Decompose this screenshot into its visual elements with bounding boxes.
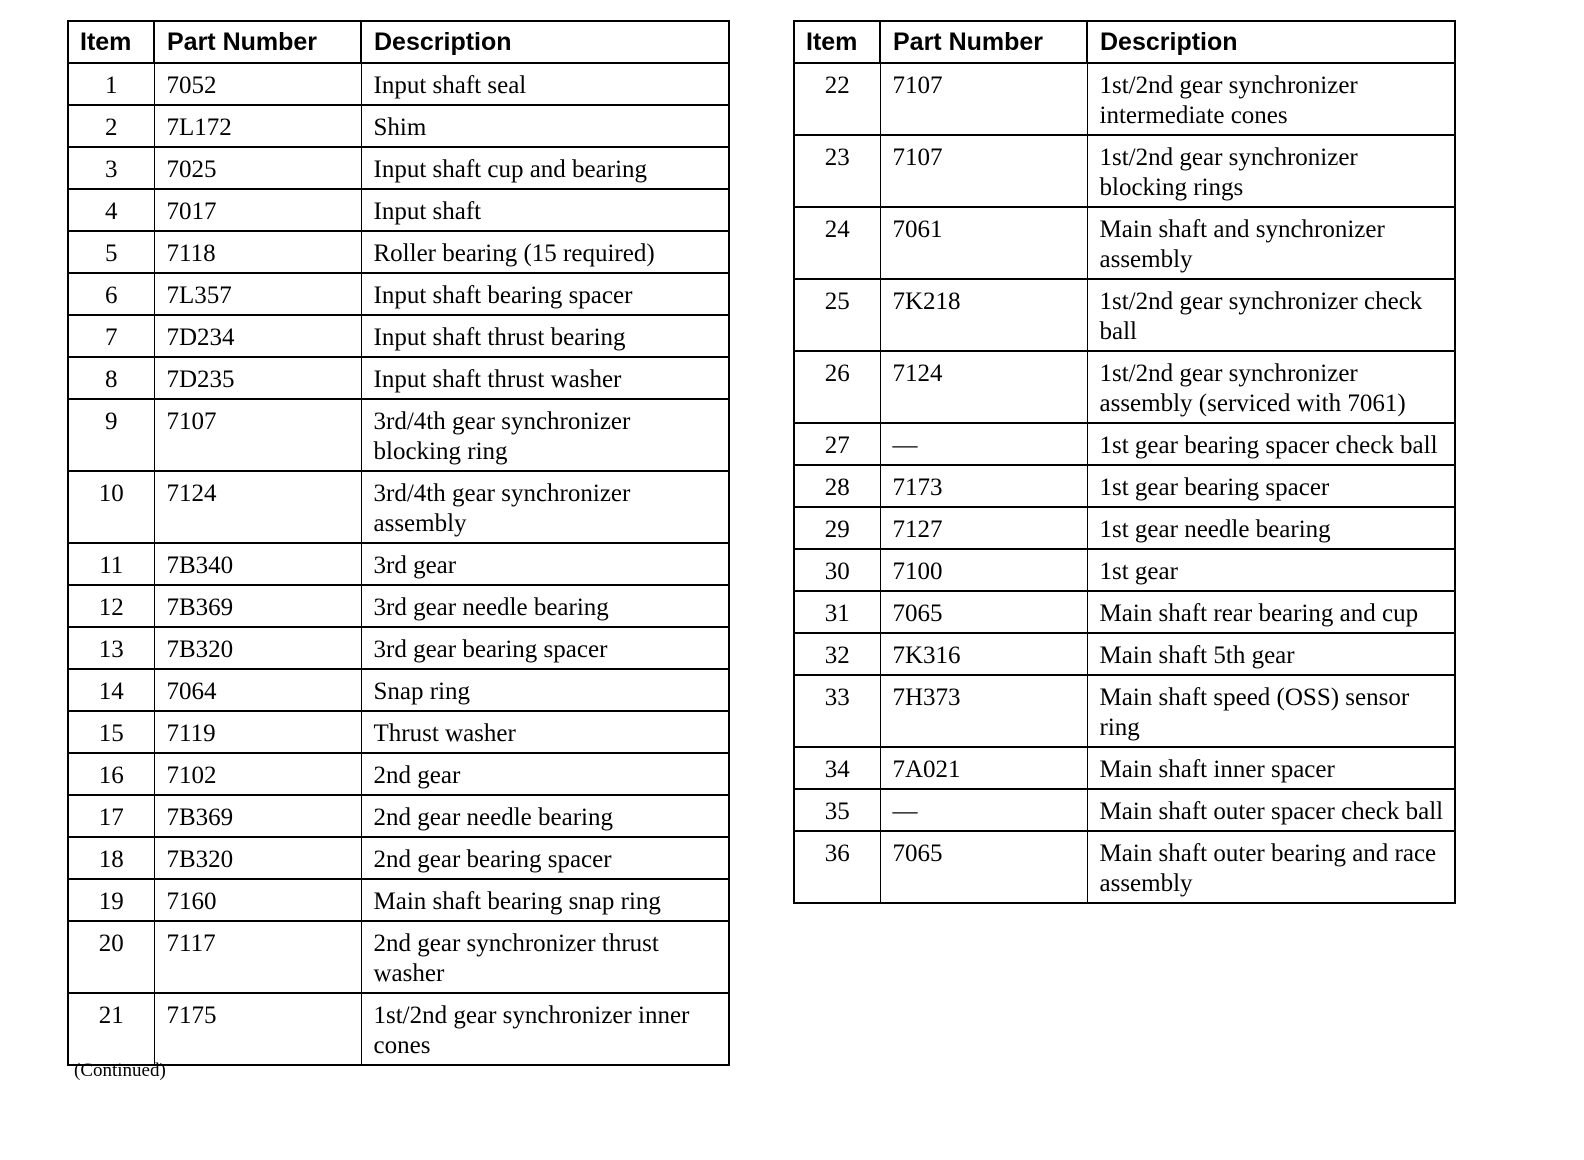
description-cell: Main shaft and synchronizer assembly bbox=[1087, 207, 1455, 279]
header-part-number: Part Number bbox=[880, 21, 1087, 63]
part-number-cell: 7118 bbox=[154, 231, 361, 273]
header-part-number: Part Number bbox=[154, 21, 361, 63]
item-cell: 4 bbox=[68, 189, 154, 231]
part-number-cell: 7D235 bbox=[154, 357, 361, 399]
table-row bbox=[68, 627, 729, 669]
part-number-cell: 7B369 bbox=[154, 585, 361, 627]
table-row bbox=[68, 921, 729, 993]
description-cell: Input shaft thrust bearing bbox=[361, 315, 729, 357]
part-number-cell: 7124 bbox=[154, 471, 361, 543]
parts-table-right-body bbox=[794, 63, 1455, 903]
table-row bbox=[794, 63, 1455, 135]
description-cell: 2nd gear bearing spacer bbox=[361, 837, 729, 879]
table-row bbox=[794, 279, 1455, 351]
part-number-cell: 7064 bbox=[154, 669, 361, 711]
table-row bbox=[794, 831, 1455, 903]
item-cell: 10 bbox=[68, 471, 154, 543]
table-row bbox=[68, 63, 729, 105]
part-number-cell: 7K218 bbox=[880, 279, 1087, 351]
description-cell: Thrust washer bbox=[361, 711, 729, 753]
description-cell: Main shaft inner spacer bbox=[1087, 747, 1455, 789]
table-row bbox=[68, 189, 729, 231]
description-cell: Snap ring bbox=[361, 669, 729, 711]
parts-table-right bbox=[793, 20, 1456, 904]
part-number-cell: 7D234 bbox=[154, 315, 361, 357]
item-cell: 1 bbox=[68, 63, 154, 105]
item-cell: 26 bbox=[794, 351, 880, 423]
parts-table-left-body bbox=[68, 63, 729, 1065]
table-row bbox=[794, 351, 1455, 423]
table-row bbox=[794, 465, 1455, 507]
part-number-cell: 7107 bbox=[880, 135, 1087, 207]
part-number-cell: 7160 bbox=[154, 879, 361, 921]
description-cell: Input shaft cup and bearing bbox=[361, 147, 729, 189]
continued-note: (Continued) bbox=[74, 1060, 166, 1081]
table-row bbox=[68, 231, 729, 273]
description-cell: 1st gear needle bearing bbox=[1087, 507, 1455, 549]
item-cell: 17 bbox=[68, 795, 154, 837]
part-number-cell: 7061 bbox=[880, 207, 1087, 279]
table-row bbox=[68, 753, 729, 795]
table-row bbox=[68, 993, 729, 1065]
part-number-cell: 7025 bbox=[154, 147, 361, 189]
table-row bbox=[68, 357, 729, 399]
description-cell: 3rd/4th gear synchronizer assembly bbox=[361, 471, 729, 543]
description-cell: 1st/2nd gear synchronizer assembly (serviced with 7061) bbox=[1087, 351, 1455, 423]
table-row bbox=[68, 471, 729, 543]
item-cell: 33 bbox=[794, 675, 880, 747]
item-cell: 22 bbox=[794, 63, 880, 135]
item-cell: 30 bbox=[794, 549, 880, 591]
table-row bbox=[68, 711, 729, 753]
table-row bbox=[794, 747, 1455, 789]
header-description: Description bbox=[1087, 21, 1455, 63]
item-cell: 15 bbox=[68, 711, 154, 753]
table-row bbox=[794, 423, 1455, 465]
description-cell: Input shaft seal bbox=[361, 63, 729, 105]
description-cell: Roller bearing (15 required) bbox=[361, 231, 729, 273]
table-row bbox=[68, 105, 729, 147]
part-number-cell: 7102 bbox=[154, 753, 361, 795]
item-cell: 13 bbox=[68, 627, 154, 669]
item-cell: 19 bbox=[68, 879, 154, 921]
description-cell: 1st/2nd gear synchronizer check ball bbox=[1087, 279, 1455, 351]
description-cell: Main shaft outer bearing and race assembly bbox=[1087, 831, 1455, 903]
part-number-cell: 7052 bbox=[154, 63, 361, 105]
table-row bbox=[794, 507, 1455, 549]
table-row bbox=[68, 585, 729, 627]
description-cell: 1st gear bbox=[1087, 549, 1455, 591]
part-number-cell: 7065 bbox=[880, 831, 1087, 903]
part-number-cell: 7119 bbox=[154, 711, 361, 753]
item-cell: 21 bbox=[68, 993, 154, 1065]
part-number-cell: 7017 bbox=[154, 189, 361, 231]
part-number-cell: 7L357 bbox=[154, 273, 361, 315]
item-cell: 31 bbox=[794, 591, 880, 633]
description-cell: 2nd gear synchronizer thrust washer bbox=[361, 921, 729, 993]
part-number-cell: 7107 bbox=[154, 399, 361, 471]
part-number-cell: 7124 bbox=[880, 351, 1087, 423]
item-cell: 23 bbox=[794, 135, 880, 207]
part-number-cell: 7100 bbox=[880, 549, 1087, 591]
part-number-cell: 7127 bbox=[880, 507, 1087, 549]
item-cell: 16 bbox=[68, 753, 154, 795]
item-cell: 25 bbox=[794, 279, 880, 351]
table-row bbox=[794, 207, 1455, 279]
part-number-cell: 7L172 bbox=[154, 105, 361, 147]
description-cell: Input shaft bbox=[361, 189, 729, 231]
part-number-cell: 7107 bbox=[880, 63, 1087, 135]
table-row bbox=[794, 789, 1455, 831]
part-number-cell: 7117 bbox=[154, 921, 361, 993]
table-row bbox=[68, 315, 729, 357]
description-cell: Main shaft 5th gear bbox=[1087, 633, 1455, 675]
header-row bbox=[68, 21, 729, 63]
item-cell: 32 bbox=[794, 633, 880, 675]
item-cell: 29 bbox=[794, 507, 880, 549]
item-cell: 6 bbox=[68, 273, 154, 315]
item-cell: 11 bbox=[68, 543, 154, 585]
part-number-cell: 7K316 bbox=[880, 633, 1087, 675]
item-cell: 36 bbox=[794, 831, 880, 903]
table-row bbox=[794, 591, 1455, 633]
table-row bbox=[68, 795, 729, 837]
description-cell: 3rd gear bbox=[361, 543, 729, 585]
part-number-cell: — bbox=[880, 789, 1087, 831]
description-cell: 1st/2nd gear synchronizer blocking rings bbox=[1087, 135, 1455, 207]
table-row bbox=[794, 549, 1455, 591]
header-item: Item bbox=[68, 21, 154, 63]
item-cell: 5 bbox=[68, 231, 154, 273]
description-cell: 3rd/4th gear synchronizer blocking ring bbox=[361, 399, 729, 471]
table-row bbox=[794, 633, 1455, 675]
item-cell: 28 bbox=[794, 465, 880, 507]
part-number-cell: 7065 bbox=[880, 591, 1087, 633]
item-cell: 3 bbox=[68, 147, 154, 189]
table-row bbox=[68, 879, 729, 921]
item-cell: 7 bbox=[68, 315, 154, 357]
item-cell: 14 bbox=[68, 669, 154, 711]
description-cell: Input shaft thrust washer bbox=[361, 357, 729, 399]
item-cell: 35 bbox=[794, 789, 880, 831]
header-row bbox=[794, 21, 1455, 63]
description-cell: 3rd gear bearing spacer bbox=[361, 627, 729, 669]
description-cell: Main shaft speed (OSS) sensor ring bbox=[1087, 675, 1455, 747]
description-cell: 1st gear bearing spacer bbox=[1087, 465, 1455, 507]
item-cell: 24 bbox=[794, 207, 880, 279]
description-cell: 1st/2nd gear synchronizer inner cones bbox=[361, 993, 729, 1065]
part-number-cell: 7B320 bbox=[154, 837, 361, 879]
part-number-cell: 7B320 bbox=[154, 627, 361, 669]
item-cell: 20 bbox=[68, 921, 154, 993]
part-number-cell: 7H373 bbox=[880, 675, 1087, 747]
description-cell: Shim bbox=[361, 105, 729, 147]
description-cell: 2nd gear needle bearing bbox=[361, 795, 729, 837]
item-cell: 12 bbox=[68, 585, 154, 627]
table-row bbox=[68, 543, 729, 585]
item-cell: 2 bbox=[68, 105, 154, 147]
description-cell: Main shaft bearing snap ring bbox=[361, 879, 729, 921]
item-cell: 8 bbox=[68, 357, 154, 399]
table-row bbox=[794, 135, 1455, 207]
description-cell: 1st/2nd gear synchronizer intermediate cones bbox=[1087, 63, 1455, 135]
part-number-cell: 7A021 bbox=[880, 747, 1087, 789]
table-row bbox=[794, 675, 1455, 747]
table-row bbox=[68, 273, 729, 315]
table-row bbox=[68, 399, 729, 471]
header-description: Description bbox=[361, 21, 729, 63]
parts-table-left bbox=[67, 20, 730, 1066]
part-number-cell: 7173 bbox=[880, 465, 1087, 507]
description-cell: 1st gear bearing spacer check ball bbox=[1087, 423, 1455, 465]
header-item: Item bbox=[794, 21, 880, 63]
part-number-cell: 7B369 bbox=[154, 795, 361, 837]
description-cell: Input shaft bearing spacer bbox=[361, 273, 729, 315]
description-cell: Main shaft outer spacer check ball bbox=[1087, 789, 1455, 831]
item-cell: 34 bbox=[794, 747, 880, 789]
part-number-cell: 7175 bbox=[154, 993, 361, 1065]
item-cell: 9 bbox=[68, 399, 154, 471]
table-row bbox=[68, 837, 729, 879]
item-cell: 27 bbox=[794, 423, 880, 465]
part-number-cell: 7B340 bbox=[154, 543, 361, 585]
description-cell: Main shaft rear bearing and cup bbox=[1087, 591, 1455, 633]
description-cell: 2nd gear bbox=[361, 753, 729, 795]
part-number-cell: — bbox=[880, 423, 1087, 465]
description-cell: 3rd gear needle bearing bbox=[361, 585, 729, 627]
item-cell: 18 bbox=[68, 837, 154, 879]
table-row bbox=[68, 669, 729, 711]
table-row bbox=[68, 147, 729, 189]
